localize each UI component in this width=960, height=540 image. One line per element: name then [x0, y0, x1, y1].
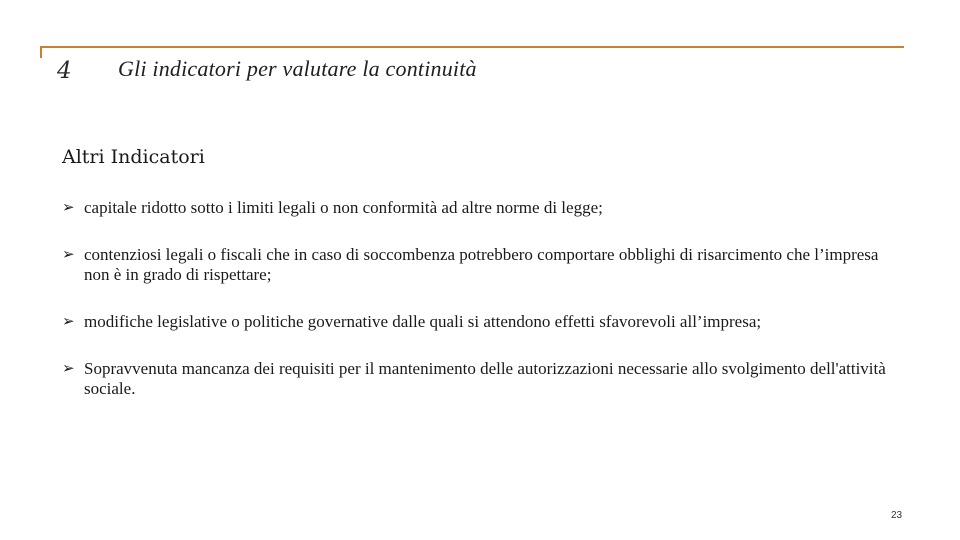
arrowhead-bullet-icon: ➢ [62, 314, 75, 330]
bullet-text: contenziosi legali o fiscali che in caso di soccombenza potrebbero comportare obblighi di risarcimento che l’impresa non è in grado di rispettare; [84, 245, 879, 284]
bullet-item [62, 198, 902, 218]
subheading: Altri Indicatori [62, 146, 205, 168]
header-rule-corner [40, 46, 42, 58]
header-rule [40, 46, 904, 48]
page-number: 23 [891, 510, 903, 521]
bullet-text: Sopravvenuta mancanza dei requisiti per il mantenimento delle autorizzazioni necessarie allo svolgimento dell'attività sociale. [84, 359, 886, 398]
bullet-text: capitale ridotto sotto i limiti legali o non conformità ad altre norme di legge; [84, 198, 603, 217]
bullet-item [62, 245, 902, 285]
bullet-text: modifiche legislative o politiche governative dalle quali si attendono effetti sfavorevoli all’impresa; [84, 312, 762, 331]
bullet-item [62, 312, 902, 332]
arrowhead-bullet-icon: ➢ [62, 361, 75, 377]
section-number: 4 [57, 58, 72, 84]
bullet-list [62, 198, 902, 426]
arrowhead-bullet-icon: ➢ [62, 200, 75, 216]
slide-title: Gli indicatori per valutare la continuità [118, 56, 477, 81]
bullet-item [62, 359, 902, 399]
arrowhead-bullet-icon: ➢ [62, 247, 75, 263]
